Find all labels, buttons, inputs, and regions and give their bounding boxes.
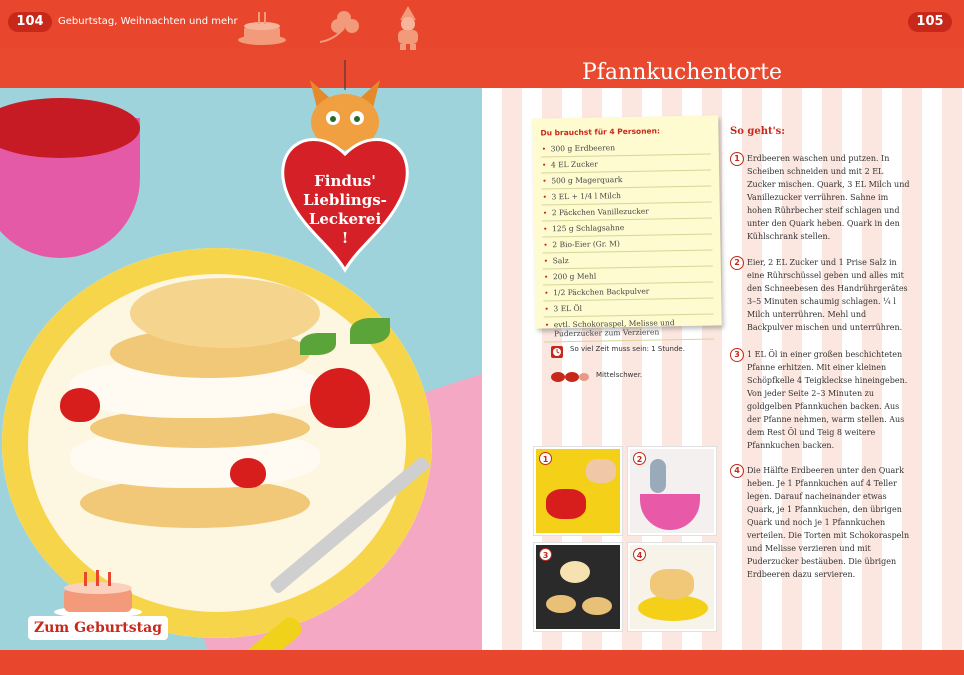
right-page-number: 105 [908, 12, 952, 32]
step-1 [730, 152, 910, 243]
ingredient-item: • 300 g Erdbeeren [541, 139, 711, 158]
clock-icon [550, 345, 564, 359]
step-number: 1 [730, 152, 744, 166]
header-icons [236, 6, 426, 50]
step-text: Die Hälfte Erdbeeren unter den Quark heben. Je 1 Pfannkuchen auf 4 Teller legen. Darauf nacheinander etwas Quark, je 1 Pfannkuchen, den übrigen Quark und noch je 1 Pfannkuchen verteilen. Die Torten mit Schokoraspeln und Melisse verzieren und mit Puderzucker bestäuben. Die übrigen Erdbeeren dazu servieren. [747, 466, 910, 579]
step-number: 3 [730, 348, 744, 362]
page-footer [0, 650, 964, 675]
step-3 [730, 348, 910, 452]
step-photo-2: 2 [628, 447, 716, 535]
ingredients-heading: Du brauchst für 4 Personen: [540, 126, 660, 138]
step-text: Erdbeeren waschen und putzen. In Scheiben schneiden und mit 2 EL Zucker mischen. Quark, 3 EL Milch und Vanillezucker verrühren. Sahne im hohen Rührbecher steif schlagen und unter den Quark heben. Quark in den Kühlschrank stellen. [747, 154, 910, 241]
ingredient-item: • 1/2 Päckchen Backpulver [543, 283, 713, 302]
ingredient-item: • evtl. Schokoraspel, Melisse und Puderzucker zum Verzieren [544, 315, 714, 343]
ingredients-list [541, 139, 714, 343]
ingredients-note [532, 115, 722, 339]
gnome-icon [390, 6, 426, 50]
ingredient-item: • 125 g Schlagsahne [542, 219, 712, 238]
ingredient-item: • 500 g Magerquark [541, 171, 711, 190]
ingredient-item: • 3 EL Öl [543, 299, 713, 318]
findus-heart-badge [270, 60, 420, 280]
clover-icon [316, 6, 362, 46]
step-photo-1: 1 [534, 447, 622, 535]
recipe-title: Pfannkuchentorte [581, 60, 783, 85]
page-header [0, 0, 964, 48]
difficulty-text: Mittelschwer. [596, 371, 643, 379]
ingredient-item: • 2 Päckchen Vanillezucker [542, 203, 712, 222]
step-number: 2 [730, 256, 744, 270]
step-number: 4 [730, 464, 744, 478]
heart-label: Findus' Lieblings- Leckerei ! [303, 172, 387, 247]
ingredient-item: • 4 EL Zucker [541, 155, 711, 174]
time-text: So viel Zeit muss sein: 1 Stunde. [570, 345, 685, 353]
difficulty-icon [550, 371, 590, 383]
step-4 [730, 464, 910, 581]
ingredient-item: • Salz [543, 251, 713, 270]
birthday-label: Zum Geburtstag [28, 616, 168, 640]
ingredient-item: • 200 g Mehl [543, 267, 713, 286]
ingredient-item: • 3 EL + 1/4 l Milch [541, 187, 711, 206]
left-page-number: 104 [8, 12, 52, 32]
difficulty-row [550, 371, 700, 383]
birthday-badge [28, 566, 168, 646]
pancake-stack [60, 278, 360, 538]
recipe-meta [550, 345, 700, 395]
step-photo-4: 4 [628, 543, 716, 631]
birthday-cake-icon [28, 566, 168, 618]
time-row [550, 345, 700, 359]
step-text: 1 EL Öl in einer großen beschichteten Pfanne erhitzen. Mit einer kleinen Schöpfkelle 4 Teigkleckse hineingeben. Von jeder Seite 2–3 Minuten zu goldgelben Pfannkuchen backen. Aus der Pfanne nehmen, warm stellen. Aus dem Rest Öl und Teig 8 weitere Pfannkuchen backen. [747, 350, 908, 450]
step-photo-3: 3 [534, 543, 622, 631]
steps-heading: So geht's: [730, 126, 785, 137]
step-text: Eier, 2 EL Zucker und 1 Prise Salz in eine Rührschüssel geben und alles mit den Schneebesen des Handrührgerätes 3–5 Minuten schaumig schlagen. ¼ l Milch unterrühren. Mehl und Backpulver mischen und unterrühren. [747, 258, 908, 332]
ingredient-item: • 2 Bio-Eier (Gr. M) [542, 235, 712, 254]
chapter-title: Geburtstag, Weihnachten und mehr [58, 16, 238, 27]
step-2 [730, 256, 910, 334]
step-photos [534, 447, 718, 633]
cake-icon [236, 6, 288, 46]
